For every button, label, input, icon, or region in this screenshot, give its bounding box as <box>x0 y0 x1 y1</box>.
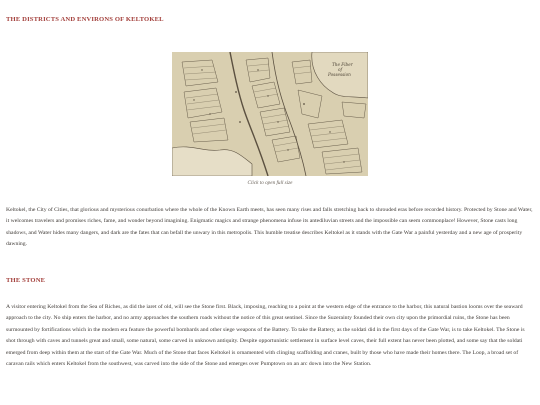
svg-text:of: of <box>338 67 343 72</box>
section-heading-districts: THE DISTRICTS AND ENVIRONS OF KELTOKEL <box>6 16 164 23</box>
stone-paragraph: A visitor entering Keltokel from the Sea of Riches, as did the iaret of old, will see the Stone first. Black, imposing, reaching to a point at the western edge of the entrance to the harbor, this natural bastion looms over the seaward approach to the city. No ship enters the harbor, and no army approaches the southern roads without the notice of this great sentinel. Since the Suzerainty founded their own city upon the primordial ruins, the Stone has been surmounted by fortifications which in the modern era feature the powerful bombards and other siege weapons of the Battery. To take the Battery, as the soldati did in the first days of the Gate War, is to take Keltokel. The Stone is shot through with caves and tunnels great and small, some natural, some carved in unknown antiquity. Despite opportunistic settlement in surface level caves, their full extent has never been plotted, and some say that the soldati emerged from deep within them at the start of the Gate War. Much of the Stone that faces Keltokel is ornamented with clinging scaffolding and cranes, built by those who have made their homes there. The Loop, a broad set of caravan rails which enters Keltokel from the southwest, was carved into the side of the Stone and emerges over Pumptown on an arc down into the New Station. <box>6 304 525 368</box>
city-map-image[interactable] <box>172 52 368 176</box>
svg-text:The Fiber: The Fiber <box>332 62 353 67</box>
map-caption-link[interactable]: Click to open full size <box>247 180 293 186</box>
section-heading-stone: THE STONE <box>6 277 46 284</box>
intro-paragraph: Keltokel, the City of Cities, that glorious and mysterious conurbation where the whole of the Known Earth meets, has seen many rises and falls stretching back to shrouded eras before recorded history. Protected by Stone and Water, it welcomes travelers and promises riches, fame, and wonder beyond imagining. Enigmatic magics and strange phenomena infuse its antediluvian streets and the impossible can seem commonplace! However, Stone casts long shadows, and Water hides many dangers, and dark are the fates that can befall the unwary in this metropolis. This humble treatise describes Keltokel as it stands with the Gate War a painful yesterday and a new age of prosperity dawning. <box>6 207 533 248</box>
map-figure <box>172 52 368 186</box>
svg-text:Possession: Possession <box>328 72 351 77</box>
